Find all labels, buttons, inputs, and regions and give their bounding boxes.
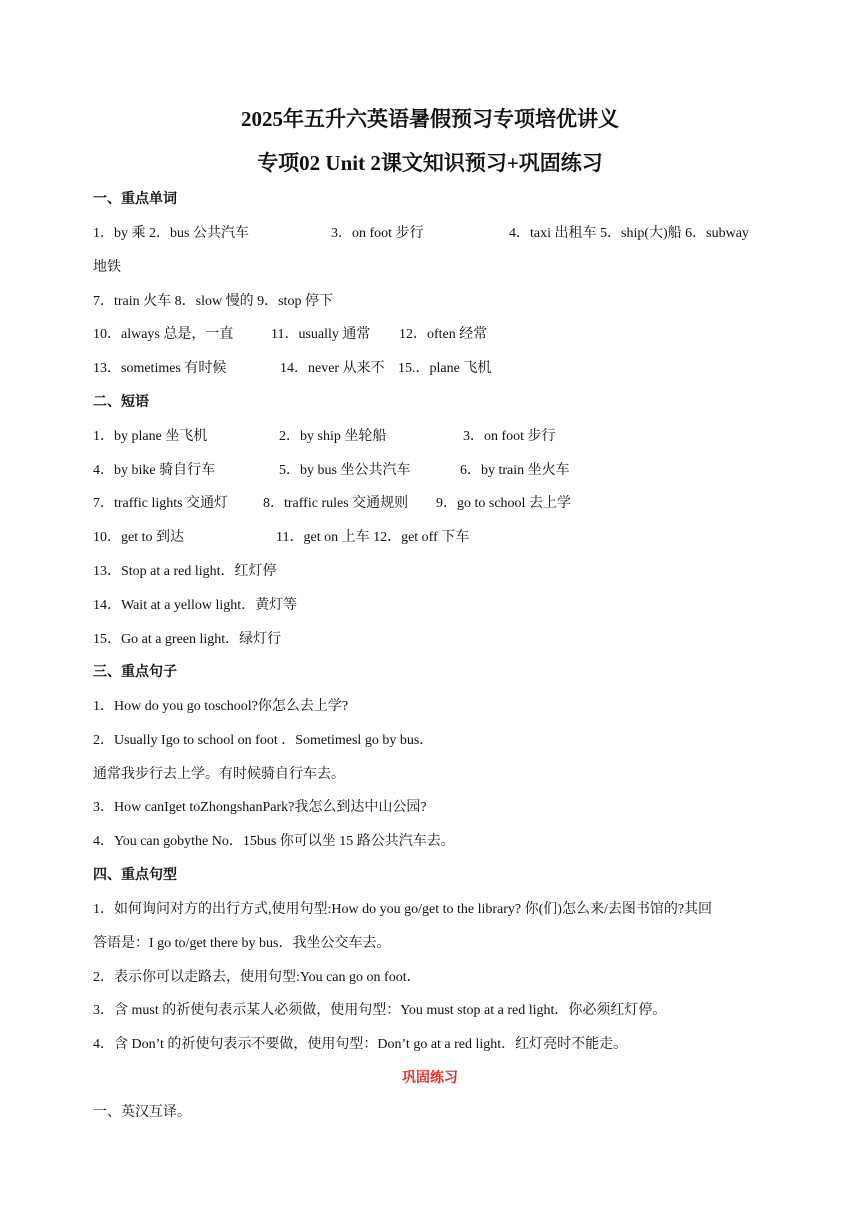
word-list-row-1-continuation: 地铁 (93, 260, 121, 275)
word-list-row-1c: 4．taxi 出租车 5．ship(大)船 6．subway (509, 226, 749, 241)
phrase-row-2c: 6．by train 坐火车 (460, 463, 570, 478)
word-list-row-4b: 14．never 从来不 (280, 361, 385, 376)
phrase-row-6: 14．Wait at a yellow light．黄灯等 (93, 598, 298, 613)
pattern-3: 3．含 must 的祈使句表示某人必须做，使用句型：You must stop at a red light．你必须红灯停。 (93, 1003, 667, 1018)
pattern-4: 4．含 Don’t 的祈使句表示不要做，使用句型：Don’t go at a red light．红灯亮时不能走。 (93, 1037, 628, 1052)
phrase-row-7: 15．Go at a green light．绿灯行 (93, 632, 282, 647)
phrase-row-3a: 7．traffic lights 交通灯 (93, 496, 229, 511)
word-list-row-3b: 11．usually 通常 (271, 327, 371, 342)
document-title: 2025年五升六英语暑假预习专项培优讲义 (241, 107, 619, 131)
word-list-row-2: 7．train 火车 8．slow 慢的 9．stop 停下 (93, 294, 333, 309)
phrase-row-1b: 2．by ship 坐轮船 (279, 429, 387, 444)
practice-heading-translate: 一、英汉互译。 (93, 1105, 191, 1120)
section-heading-patterns: 四、重点句型 (93, 868, 177, 883)
word-list-row-3c: 12．often 经常 (399, 327, 488, 342)
key-sentence-3: 3．How canIget toZhongshanPark?我怎么到达中山公园? (93, 800, 427, 815)
section-heading-phrases: 二、短语 (93, 395, 149, 410)
word-list-row-4a: 13．sometimes 有时候 (93, 361, 227, 376)
phrase-row-2b: 5．by bus 坐公共汽车 (279, 463, 411, 478)
phrase-row-3c: 9．go to school 去上学 (436, 496, 571, 511)
word-list-row-1b: 3．on foot 步行 (331, 226, 424, 241)
word-list-row-4c: 15.．plane 飞机 (398, 361, 492, 376)
practice-title: 巩固练习 (402, 1071, 458, 1086)
key-sentence-2-translation: 通常我步行去上学。有时候骑自行车去。 (93, 767, 345, 782)
document-subtitle: 专项02 Unit 2课文知识预习+巩固练习 (257, 151, 603, 175)
pattern-1-line-1: 1．如何询问对方的出行方式,使用句型:How do you go/get to the library? 你(们)怎么来/去图书馆的?其回 (93, 902, 713, 917)
pattern-1-line-2: 答语是：I go to/get there by bus．我坐公交车去。 (93, 936, 391, 951)
section-heading-sentences: 三、重点句子 (93, 665, 177, 680)
phrase-row-1a: 1．by plane 坐飞机 (93, 429, 208, 444)
phrase-row-3b: 8．traffic rules 交通规则 (263, 496, 409, 511)
word-list-row-3a: 10．always 总是，一直 (93, 327, 234, 342)
phrase-row-2a: 4．by bike 骑自行车 (93, 463, 216, 478)
pattern-2: 2．表示你可以走路去，使用句型:You can go on foot． (93, 970, 421, 985)
key-sentence-2: 2．Usually Igo to school on foot ．Sometimesl go by bus． (93, 733, 434, 748)
section-heading-words: 一、重点单词 (93, 192, 177, 207)
phrase-row-4a: 10．get to 到达 (93, 530, 184, 545)
word-list-row-1a: 1．by 乘 2．bus 公共汽车 (93, 226, 249, 241)
key-sentence-4: 4．You can gobythe No．15bus 你可以坐 15 路公共汽车去。 (93, 834, 455, 849)
phrase-row-4b: 11．get on 上车 12．get off 下车 (276, 530, 470, 545)
key-sentence-1: 1．How do you go toschool?你怎么去上学? (93, 699, 349, 714)
phrase-row-1c: 3．on foot 步行 (463, 429, 556, 444)
phrase-row-5: 13．Stop at a red light．红灯停 (93, 564, 277, 579)
